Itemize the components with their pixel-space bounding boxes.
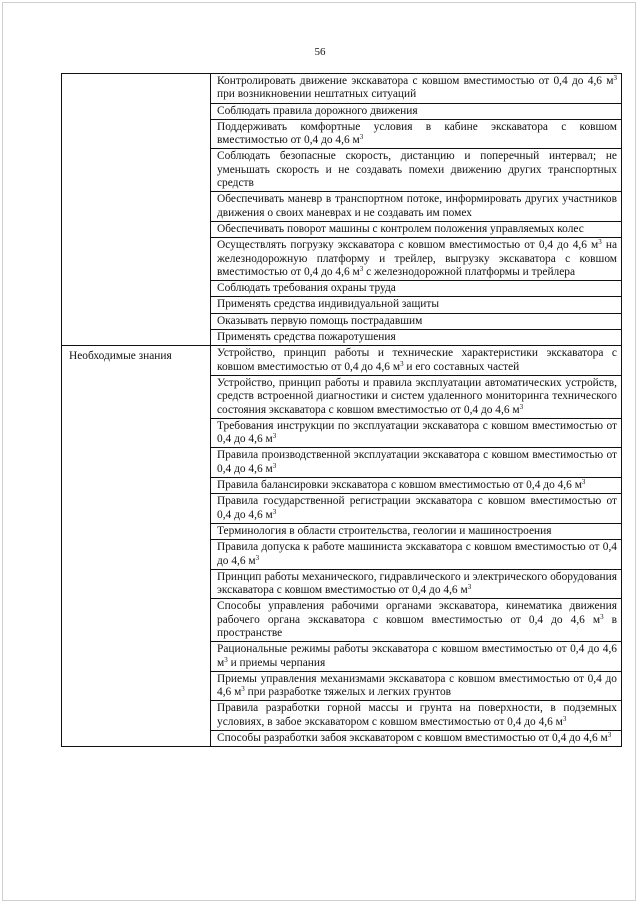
list-item: Правила допуска к работе машиниста экскаватора с ковшом вместимостью от 0,4 до 4,6 $м^3$ (211, 540, 621, 570)
table-row (62, 74, 622, 346)
list-item: Рациональные режимы работы экскаватора с ковшом вместимостью от 0,4 до 4,6 $м^3$ и приемы черпания (211, 642, 621, 672)
list-item: Применять средства индивидуальной защиты (211, 297, 621, 313)
page-number: 56 (314, 46, 326, 58)
list-item: Терминология в области строительства, геологии и машиностроения (211, 524, 621, 540)
list-item: Соблюдать безопасные скорость, дистанцию и поперечный интервал; не уменьшать скорость и не создавать помехи движению других транспортных средств (211, 149, 621, 192)
category-cell: Необходимые знания (62, 346, 211, 747)
table-row (62, 346, 622, 747)
list-item: Контролировать движение экскаватора с ковшом вместимостью от 0,4 до 4,6 $м^3$ при возникновении нештатных ситуаций (211, 74, 621, 104)
list-item: Поддерживать комфортные условия в кабине экскаватора с ковшом вместимостью от 0,4 до 4,6 $м^3$ (211, 120, 621, 150)
list-item: Обеспечивать поворот машины с контролем положения управляемых колес (211, 222, 621, 238)
list-item: Осуществлять погрузку экскаватора с ковшом вместимостью от 0,4 до 4,6 $м^3$ на железнодорожную платформу и трейлер, выгрузку экскаватора с ковшом вместимостью от 0,4 до 4,6 $м^3$ с железнодорожной платформы и трейлера (211, 238, 621, 281)
list-item: Требования инструкции по эксплуатации экскаватора с ковшом вместимостью от 0,4 до 4,6 $м^3$ (211, 419, 621, 449)
list-item: Принцип работы механического, гидравлического и электрического оборудования экскаватора с ковшом вместимостью от 0,4 до 4,6 $м^3$ (211, 570, 621, 600)
list-item: Применять средства пожаротушения (217, 331, 396, 344)
list-item: Устройство, принцип работы и правила эксплуатации автоматических устройств, средств встроенной диагностики и систем удаленного мониторинга технического состояния экскаватора с ковшом вместимостью от 0,4 до 4,6 $м^3$ (211, 376, 621, 419)
list-item: Правила государственной регистрации экскаватора с ковшом вместимостью от 0,4 до 4,6 $м^3$ (211, 494, 621, 524)
list-item: Способы управления рабочими органами экскаватора, кинематика движения рабочего органа экскаватора с ковшом вместимостью от 0,4 до 4,6 $м^3$ в пространстве (211, 599, 621, 642)
list-item: Способы разработки забоя экскаватором с ковшом вместимостью от 0,4 до 4,6 $м^3$ (217, 731, 612, 745)
list-item: Правила производственной эксплуатации экскаватора с ковшом вместимостью от 0,4 до 4,6 $м^3$ (211, 448, 621, 478)
list-item: Правила балансировки экскаватора с ковшом вместимостью от 0,4 до 4,6 $м^3$ (211, 478, 621, 494)
list-item: Соблюдать правила дорожного движения (211, 104, 621, 120)
list-item: Обеспечивать маневр в транспортном потоке, информировать других участников движения о своих маневрах и не создавать им помех (211, 192, 621, 222)
category-cell (62, 74, 211, 346)
list-item: Оказывать первую помощь пострадавшим (211, 314, 621, 330)
list-item: Устройство, принцип работы и технические характеристики экскаватора с ковшом вместимостью от 0,4 до 4,6 $м^3$ и его составных частей (211, 346, 621, 376)
list-item: Правила разработки горной массы и грунта на поверхности, в подземных условиях, в забое экскаватором с ковшом вместимостью от 0,4 до 4,6 $м^3$ (211, 701, 621, 731)
list-item: Приемы управления механизмами экскаватора с ковшом вместимостью от 0,4 до 4,6 $м^3$ при разработке тяжелых и легких грунтов (211, 672, 621, 702)
items-cell (211, 346, 622, 747)
requirements-table (61, 73, 622, 747)
list-item: Соблюдать требования охраны труда (211, 281, 621, 297)
items-cell (211, 74, 622, 346)
